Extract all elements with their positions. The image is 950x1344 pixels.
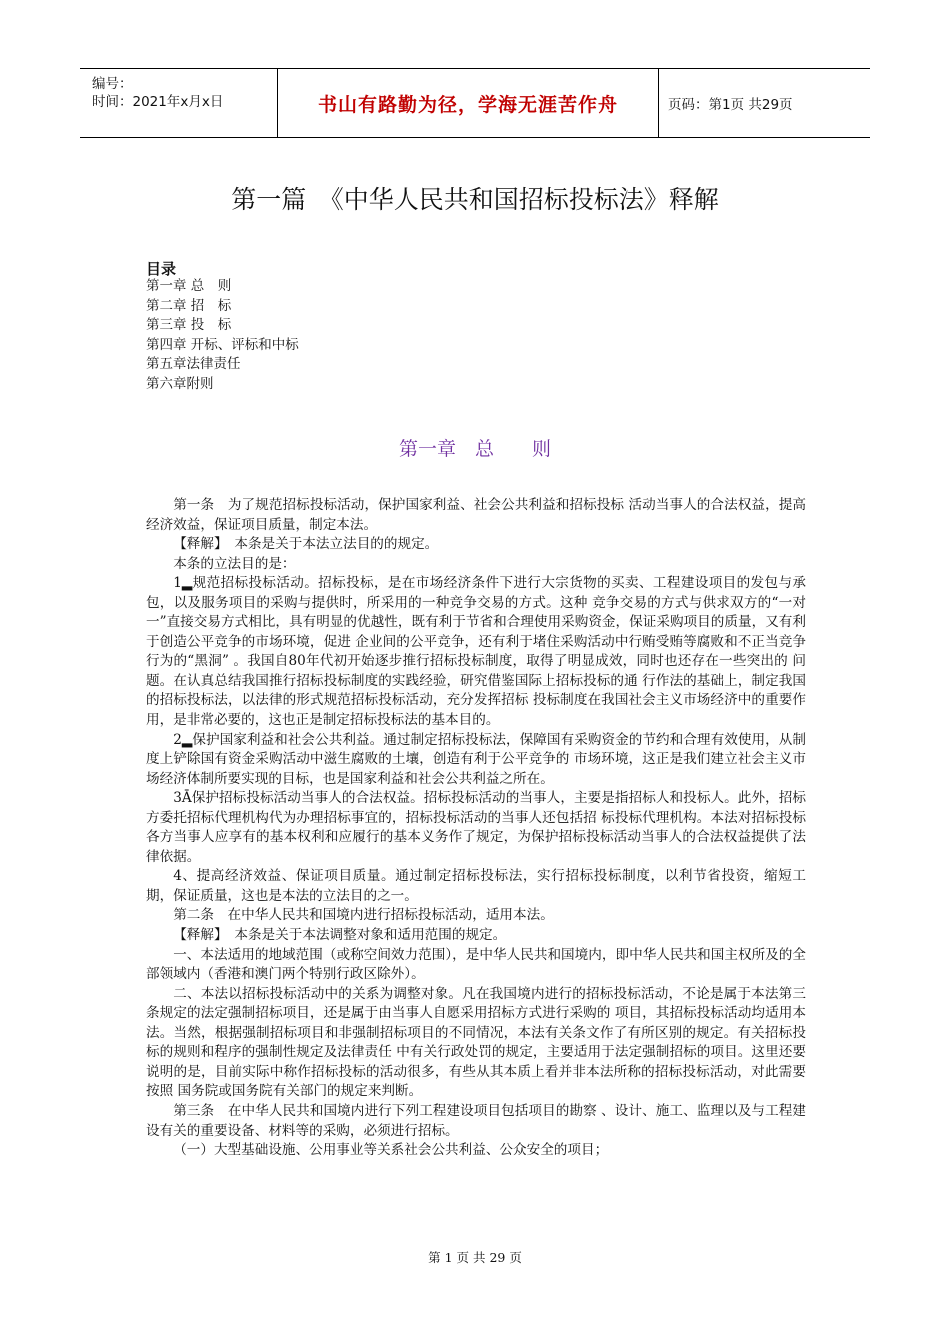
toc-item[interactable]: 第四章 开标、评标和中标: [146, 336, 299, 353]
time-label: 时间：2021年x月x日: [92, 94, 224, 110]
paragraph: （一）大型基础设施、公用事业等关系社会公共利益、公众安全的项目；: [173, 1142, 609, 1159]
paragraph: 第二条 在中华人民共和国境内进行招标投标活动，适用本法。: [173, 907, 554, 924]
toc-item[interactable]: 第二章 招 标: [146, 297, 232, 314]
paragraph: 4、提高经济效益、保证项目质量。通过制定招标投标法，实行招标投标制度，以利节省投资，缩短工期，保证质量，这也是本法的立法目的之一。: [146, 868, 806, 904]
paragraph: 二、本法以招标投标活动中的关系为调整对象。凡在我国境内进行的招标投标活动，不论是属于本法第三条规定的法定强制招标项目，还是属于由当事人自愿采用招标方式进行采购的 项目，其招标投标活动均适用本法。当然，根据强制招标项目和非强制招标项目的不同情况，本法有关条文作了有所区别的规定。有关招标投标的规则和程序的强制性规定及法律责任 中有关行政处罚的规定，主要适用于法定强制招标的项目。这里还要说明的是，目前实际中称作招标投标的活动很多，有些从其本质上看并非本法所称的招标投标活动，对此需要按照 国务院或国务院有关部门的规定来判断。: [146, 985, 806, 1100]
page-header: [80, 68, 870, 138]
paragraph: 一、本法适用的地域范围（或称空间效力范围），是中华人民共和国境内，即中华人民共和国主权所及的全部领域内（香港和澳门两个特别行政区除外）。: [146, 946, 806, 983]
paragraph: 3Ā保护招标投标活动当事人的合法权益。招标投标活动的当事人，主要是指招标人和投标人。此外，招标方委托招标代理机构代为办理招标事宜的，招标投标活动的当事人还包括招 标投标代理机构。本法对招标投标各方当事人应享有的基本权利和应履行的基本义务作了规定，为保护招标投标活动当事人的合法权益提供了法律依据。: [146, 790, 806, 865]
body-text: [146, 496, 806, 1161]
header-meta: [80, 69, 278, 137]
page-footer: 第 1 页 共 29 页: [428, 1250, 522, 1265]
paragraph: 第三条 在中华人民共和国境内进行下列工程建设项目包括项目的勘察 、设计、施工、监理以及与工程建设有关的重要设备、材料等的采购，必须进行招标。: [146, 1102, 806, 1139]
paragraph: 【释解】 本条是关于本法调整对象和适用范围的规定。: [173, 927, 507, 944]
paragraph: 第一条 为了规范招标投标活动，保护国家利益、社会公共利益和招标投标 活动当事人的合法权益，提高经济效益，保证项目质量，制定本法。: [146, 497, 806, 533]
paragraph: 【释解】 本条是关于本法立法目的的规定。: [173, 536, 439, 553]
document-title: 第一篇 《中华人民共和国招标投标法》释解: [231, 185, 719, 214]
header-page-info: 页码：第1页 共29页: [668, 97, 793, 113]
paragraph: 本条的立法目的是：: [173, 555, 296, 572]
paragraph: 2▂保护国家利益和社会公共利益。通过制定招标投标法，保障国有采购资金的节约和合理有效使用，从制度上铲除国有资金采购活动中滋生腐败的土壤，创造有利于公平竞争的 市场环境，这正是我们建立社会主义市场经济体制所要实现的目标，也是国家利益和社会公共利益之所在。: [146, 731, 806, 787]
paragraph: 1▂规范招标投标活动。招标投标，是在市场经济条件下进行大宗货物的买卖、工程建设项目的发包与承包，以及服务项目的采购与提供时，所采用的一种竞争交易的方式。这种 竞争交易的方式与供求双方的“一对一”直接交易方式相比，具有明显的优越性，既有利于节省和合理使用采购资金，保证采购项目的质量，又有利于创造公平竞争的市场环境，促进 企业间的公平竞争，还有利于堵住采购活动中行贿受贿等腐败和不正当竞争行为的“黑洞” 。我国自80年代初开始逐步推行招标投标制度，取得了明显成效，同时也还存在一些突出的 问题。在认真总结我国推行招标投标制度的实践经验，研究借鉴国际上招标投标的通 行作法的基础上，制定我国的招标投标法，以法律的形式规范招标投标活动，充分发挥招标 投标制度在我国社会主义市场经济中的重要作用，是非常必要的，这也正是制定招标投标法的基本目的。: [146, 575, 806, 729]
toc-item[interactable]: 第六章附则: [146, 375, 214, 392]
toc-item[interactable]: 第三章 投 标: [146, 317, 232, 333]
toc-item[interactable]: 第一章 总 则: [146, 278, 232, 294]
number-label: 编号：: [92, 76, 133, 92]
chapter-title: 第一章 总 则: [398, 438, 551, 460]
toc-heading: 目录: [146, 260, 177, 278]
toc-item[interactable]: 第五章法律责任: [146, 356, 241, 372]
header-motto: 书山有路勤为径，学海无涯苦作舟: [278, 69, 659, 137]
table-of-contents: [146, 277, 299, 394]
